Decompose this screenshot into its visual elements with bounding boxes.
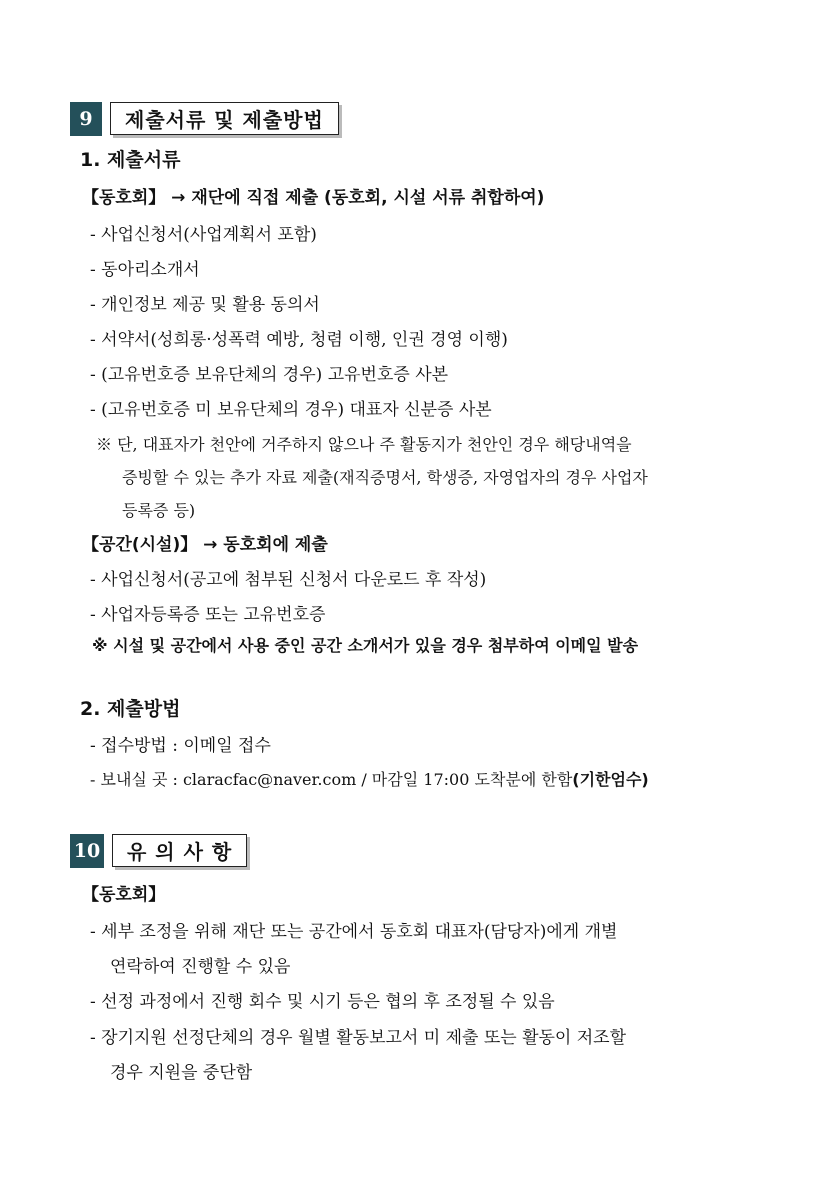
club-item-4: - 서약서(성희롱·성폭력 예방, 청렴 이행, 인권 경영 이행) [90, 330, 508, 350]
submit-address-line [90, 768, 649, 792]
space-item-2: - 사업자등록증 또는 고유번호증 [90, 605, 326, 625]
notes-club-label: 【동호회】 [82, 885, 166, 905]
sub2-heading: 2. 제출방법 [80, 698, 181, 720]
notes-item-3-line-1: - 장기지원 선정단체의 경우 월별 활동보고서 미 제출 또는 활동이 저조할 [90, 1028, 627, 1048]
section-10-title: 유 의 사 항 [112, 834, 247, 867]
section-9-title: 제출서류 및 제출방법 [110, 102, 339, 135]
notes-item-3-line-2: 경우 지원을 중단함 [110, 1063, 253, 1083]
notes-item-1-line-2: 연락하여 진행할 수 있음 [110, 957, 291, 977]
club-item-1: - 사업신청서(사업계획서 포함) [90, 225, 317, 245]
submit-method: - 접수방법 : 이메일 접수 [90, 736, 271, 756]
club-item-6: - (고유번호증 미 보유단체의 경우) 대표자 신분증 사본 [90, 400, 492, 420]
club-note-line-3: 등록증 등) [122, 501, 196, 520]
club-note-line-1: ※ 단, 대표자가 천안에 거주하지 않으나 주 활동지가 천안인 경우 해당내역을 [96, 435, 632, 454]
space-item-1: - 사업신청서(공고에 첨부된 신청서 다운로드 후 작성) [90, 570, 487, 590]
section-10-header [70, 834, 247, 868]
space-note: ※ 시설 및 공간에서 사용 중인 공간 소개서가 있을 경우 첨부하여 이메일 발송 [92, 636, 639, 655]
notes-item-2: - 선정 과정에서 진행 회수 및 시기 등은 협의 후 조정될 수 있음 [90, 992, 555, 1012]
notes-item-1-line-1: - 세부 조정을 위해 재단 또는 공간에서 동호회 대표자(담당자)에게 개별 [90, 922, 618, 942]
club-note-line-2: 증빙할 수 있는 추가 자료 제출(재직증명서, 학생증, 자영업자의 경우 사업자 [122, 468, 648, 487]
club-item-5: - (고유번호증 보유단체의 경우) 고유번호증 사본 [90, 365, 449, 385]
club-label: 【동호회】 → 재단에 직접 제출 (동호회, 시설 서류 취합하여) [82, 188, 545, 208]
sub1-heading: 1. 제출서류 [80, 149, 181, 171]
submit-address: - 보내실 곳 : claracfac@naver.com / 마감일 17:00 도착분에 한함 [90, 770, 573, 789]
section-10-number: 10 [70, 834, 104, 868]
club-item-3: - 개인정보 제공 및 활용 동의서 [90, 295, 320, 315]
deadline-emphasis: (기한엄수) [572, 770, 649, 789]
club-item-2: - 동아리소개서 [90, 260, 200, 280]
space-label: 【공간(시설)】 → 동호회에 제출 [82, 535, 328, 555]
section-9-number: 9 [70, 102, 102, 136]
section-9-header [70, 102, 339, 136]
